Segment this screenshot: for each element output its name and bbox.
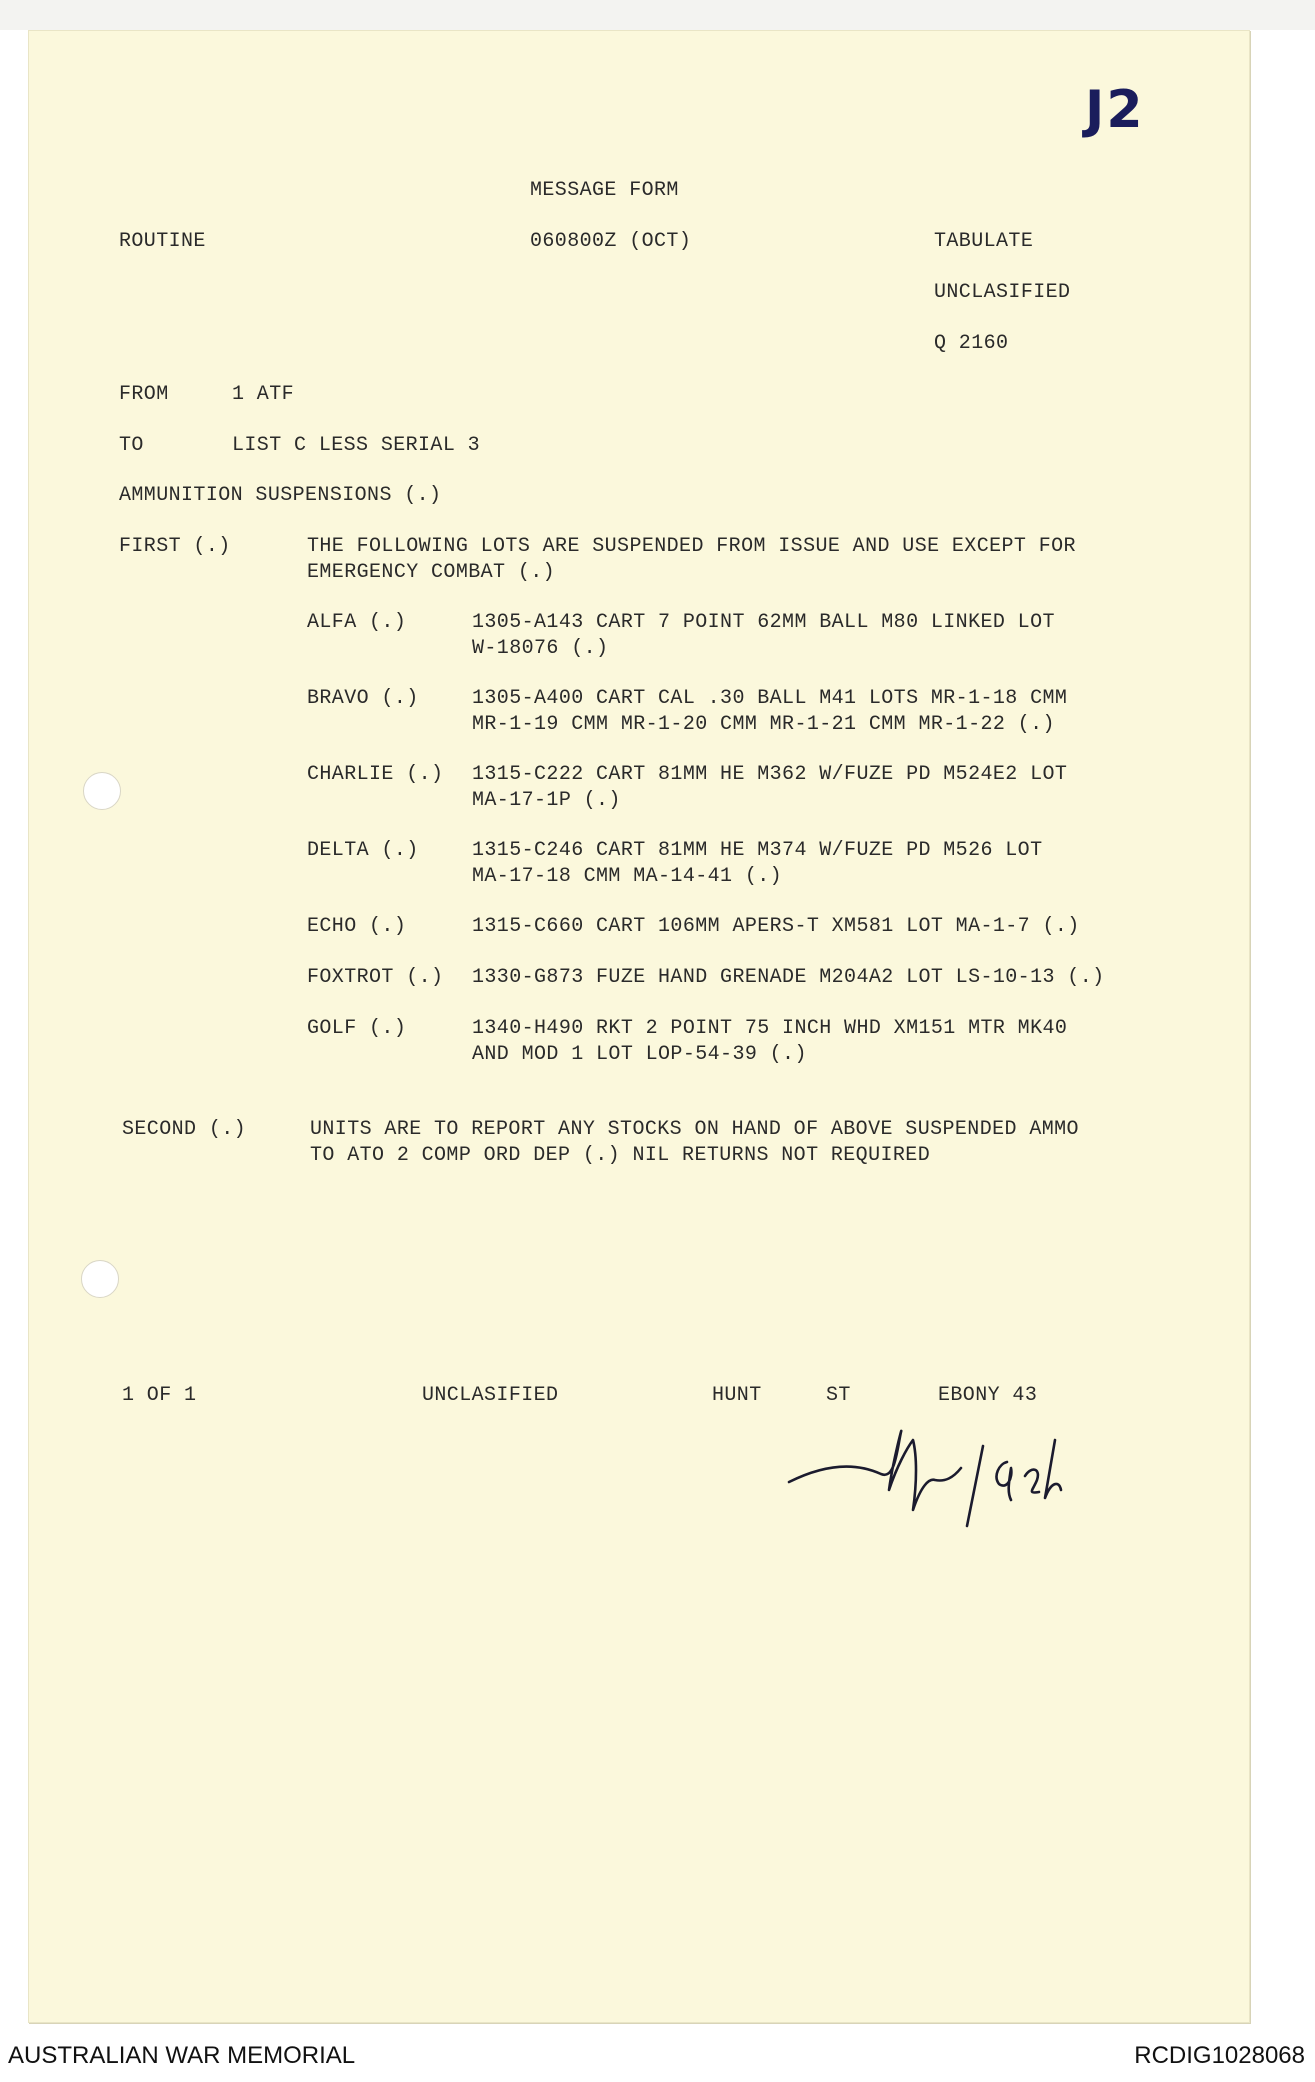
item-label: DELTA (.): [307, 839, 419, 862]
message-serial: Q 2160: [934, 332, 1009, 355]
second-text: TO ATO 2 COMP ORD DEP (.) NIL RETURNS NOT REQUIRED: [310, 1144, 931, 1167]
first-label: FIRST (.): [119, 535, 231, 558]
tabulate-label: TABULATE: [934, 230, 1034, 253]
item-label: ALFA (.): [307, 611, 407, 634]
item-text: 1330-G873 FUZE HAND GRENADE M204A2 LOT LS-10-13 (.): [472, 966, 1105, 989]
subject-line: AMMUNITION SUSPENSIONS (.): [119, 484, 442, 507]
first-text: EMERGENCY COMBAT (.): [307, 561, 556, 584]
to-label: TO: [119, 434, 144, 457]
page-reference: J2: [1085, 80, 1145, 140]
item-label: FOXTROT (.): [307, 966, 444, 989]
item-text: 1315-C660 CART 106MM APERS-T XM581 LOT MA-1-7 (.): [472, 915, 1080, 938]
item-text: W-18076 (.): [472, 637, 609, 660]
archive-credit: AUSTRALIAN WAR MEMORIAL: [8, 2042, 356, 2069]
from-value: 1 ATF: [232, 383, 295, 406]
originator-name: HUNT: [712, 1384, 762, 1407]
archive-id: RCDIG1028068: [1134, 2042, 1305, 2069]
item-text: 1340-H490 RKT 2 POINT 75 INCH WHD XM151 MTR MK40: [472, 1017, 1068, 1040]
punch-hole: [81, 1260, 119, 1298]
item-text: MA-17-18 CMM MA-14-41 (.): [472, 865, 783, 888]
precedence: ROUTINE: [119, 230, 206, 253]
scan-background: [0, 0, 1315, 30]
from-label: FROM: [119, 383, 169, 406]
callsign: EBONY 43: [938, 1384, 1038, 1407]
second-label: SECOND (.): [122, 1118, 247, 1141]
item-label: GOLF (.): [307, 1017, 407, 1040]
item-label: BRAVO (.): [307, 687, 419, 710]
item-text: AND MOD 1 LOT LOP-54-39 (.): [472, 1043, 807, 1066]
item-text: 1305-A143 CART 7 POINT 62MM BALL M80 LINKED LOT: [472, 611, 1055, 634]
date-time-group: 060800Z (OCT): [530, 230, 692, 253]
punch-hole: [83, 772, 121, 810]
originator-rank: ST: [826, 1384, 851, 1407]
item-text: MA-17-1P (.): [472, 789, 621, 812]
item-text: 1315-C222 CART 81MM HE M362 W/FUZE PD M524E2 LOT: [472, 763, 1068, 786]
to-value: LIST C LESS SERIAL 3: [232, 434, 481, 457]
second-text: UNITS ARE TO REPORT ANY STOCKS ON HAND OF ABOVE SUSPENDED AMMO: [310, 1118, 1079, 1141]
classification-footer: UNCLASIFIED: [422, 1384, 559, 1407]
classification-header: UNCLASIFIED: [934, 281, 1071, 304]
item-label: CHARLIE (.): [307, 763, 444, 786]
page-count: 1 OF 1: [122, 1384, 197, 1407]
handwritten-signature: [785, 1420, 1115, 1540]
form-title: MESSAGE FORM: [530, 179, 679, 202]
item-text: 1305-A400 CART CAL .30 BALL M41 LOTS MR-1-18 CMM: [472, 687, 1068, 710]
item-text: MR-1-19 CMM MR-1-20 CMM MR-1-21 CMM MR-1-22 (.): [472, 713, 1055, 736]
item-label: ECHO (.): [307, 915, 407, 938]
item-text: 1315-C246 CART 81MM HE M374 W/FUZE PD M526 LOT: [472, 839, 1043, 862]
first-text: THE FOLLOWING LOTS ARE SUSPENDED FROM ISSUE AND USE EXCEPT FOR: [307, 535, 1076, 558]
